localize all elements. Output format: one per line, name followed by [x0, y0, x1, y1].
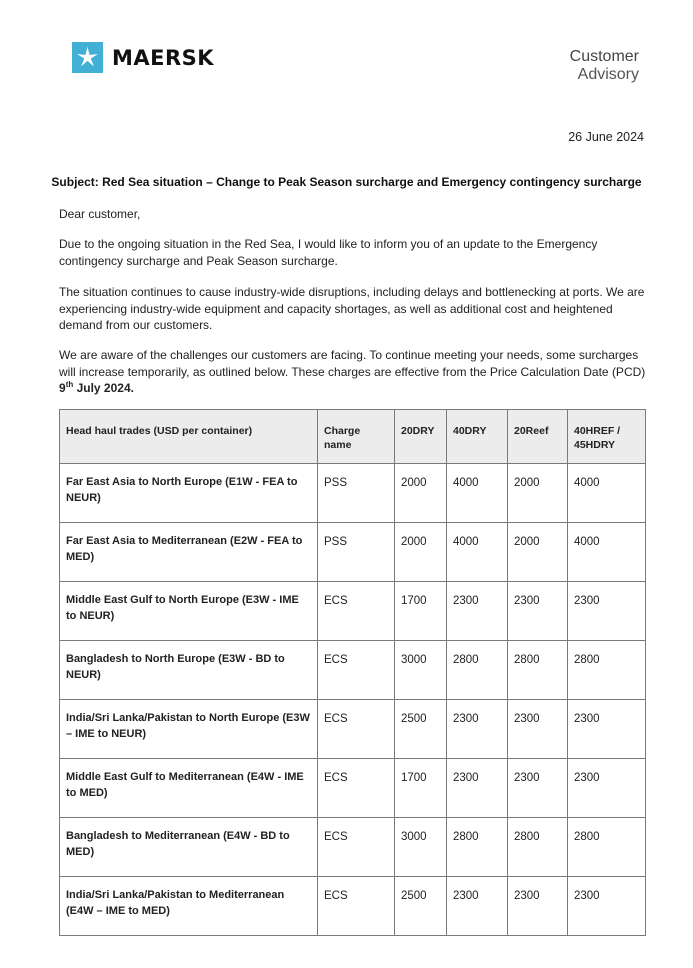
paragraph-1: Due to the ongoing situation in the Red Sea, I would like to inform you of an update to the Emergency contingency surcharge and Peak Season surcharge.: [59, 237, 598, 268]
cell-20reef: 2000: [508, 464, 568, 523]
cell-trade: Bangladesh to North Europe (E3W - BD to NEUR): [60, 641, 318, 700]
cell-40dry: 2800: [447, 641, 508, 700]
cell-20reef: 2800: [508, 818, 568, 877]
cell-trade: Bangladesh to Mediterranean (E4W - BD to MED): [60, 818, 318, 877]
cell-40dry: 2300: [447, 582, 508, 641]
paragraph-3-text: We are aware of the challenges our customers are facing. To continue meeting your needs, some surcharges will increase temporarily, as outlined below. These charges are effective from the Price Calculation Date (PCD): [59, 348, 646, 379]
table-row: [60, 641, 646, 700]
table-row: [60, 700, 646, 759]
header-20reef: 20Reef: [508, 410, 568, 464]
advisory-line-1: Customer: [569, 48, 639, 65]
cell-charge-name: ECS: [318, 582, 395, 641]
cell-20dry: 1700: [395, 759, 447, 818]
cell-40dry: 2300: [447, 759, 508, 818]
cell-trade: Middle East Gulf to Mediterranean (E4W - IME to MED): [60, 759, 318, 818]
maersk-logo: [72, 42, 214, 73]
cell-40dry: 4000: [447, 464, 508, 523]
paragraph-2: The situation continues to cause industry-wide disruptions, including delays and bottlenecking at ports. We are experiencing industry-wide equipment and capacity shortages, as well as additional cost and heightened demand from our customers.: [59, 285, 645, 332]
cell-20reef: 2300: [508, 700, 568, 759]
subject-line: Subject: Red Sea situation – Change to Peak Season surcharge and Emergency contingency surcharge: [51, 175, 642, 189]
table-row: [60, 523, 646, 582]
header-trade: Head haul trades (USD per container): [60, 410, 318, 464]
header-40dry: 40DRY: [447, 410, 508, 464]
cell-40dry: 2300: [447, 700, 508, 759]
cell-charge-name: ECS: [318, 641, 395, 700]
table-row: [60, 877, 646, 936]
cell-charge-name: ECS: [318, 700, 395, 759]
cell-20dry: 1700: [395, 582, 447, 641]
document-date: 26 June 2024: [568, 130, 644, 144]
cell-charge-name: ECS: [318, 877, 395, 936]
cell-40href: 2300: [568, 877, 646, 936]
cell-40href: 2300: [568, 582, 646, 641]
cell-20dry: 2000: [395, 464, 447, 523]
header-20dry: 20DRY: [395, 410, 447, 464]
cell-20dry: 2500: [395, 877, 447, 936]
letterhead: [0, 0, 693, 110]
cell-40href: 4000: [568, 464, 646, 523]
cell-charge-name: PSS: [318, 464, 395, 523]
greeting: Dear customer,: [59, 207, 141, 221]
cell-40href: 2300: [568, 700, 646, 759]
paragraph-3: [59, 347, 649, 397]
cell-20dry: 3000: [395, 641, 447, 700]
table-header-row: [60, 410, 646, 464]
table-row: [60, 582, 646, 641]
cell-20dry: 2000: [395, 523, 447, 582]
cell-40dry: 2300: [447, 877, 508, 936]
header-charge-name: Charge name: [318, 410, 395, 464]
cell-20dry: 2500: [395, 700, 447, 759]
cell-40href: 2800: [568, 641, 646, 700]
cell-trade: Far East Asia to North Europe (E1W - FEA to NEUR): [60, 464, 318, 523]
advisory-line-2: Advisory: [577, 66, 639, 83]
effective-date: 9th July 2024.: [59, 380, 134, 395]
cell-40href: 2800: [568, 818, 646, 877]
maersk-star-icon: [72, 42, 103, 73]
cell-trade: India/Sri Lanka/Pakistan to North Europe (E3W – IME to NEUR): [60, 700, 318, 759]
cell-trade: Far East Asia to Mediterranean (E2W - FEA to MED): [60, 523, 318, 582]
table-row: [60, 759, 646, 818]
cell-20reef: 2300: [508, 877, 568, 936]
cell-20reef: 2300: [508, 759, 568, 818]
document-type: [570, 48, 639, 84]
logo-wordmark: MAERSK: [112, 45, 215, 70]
table-row: [60, 464, 646, 523]
surcharge-table: [59, 409, 646, 936]
cell-20dry: 3000: [395, 818, 447, 877]
header-40href-45hdry: 40HREF / 45HDRY: [568, 410, 646, 464]
cell-charge-name: PSS: [318, 523, 395, 582]
cell-trade: India/Sri Lanka/Pakistan to Mediterranean (E4W – IME to MED): [60, 877, 318, 936]
cell-40href: 2300: [568, 759, 646, 818]
cell-20reef: 2300: [508, 582, 568, 641]
cell-charge-name: ECS: [318, 759, 395, 818]
table-row: [60, 818, 646, 877]
cell-40dry: 2800: [447, 818, 508, 877]
cell-20reef: 2800: [508, 641, 568, 700]
cell-40dry: 4000: [447, 523, 508, 582]
cell-charge-name: ECS: [318, 818, 395, 877]
cell-40href: 4000: [568, 523, 646, 582]
cell-trade: Middle East Gulf to North Europe (E3W - IME to NEUR): [60, 582, 318, 641]
cell-20reef: 2000: [508, 523, 568, 582]
